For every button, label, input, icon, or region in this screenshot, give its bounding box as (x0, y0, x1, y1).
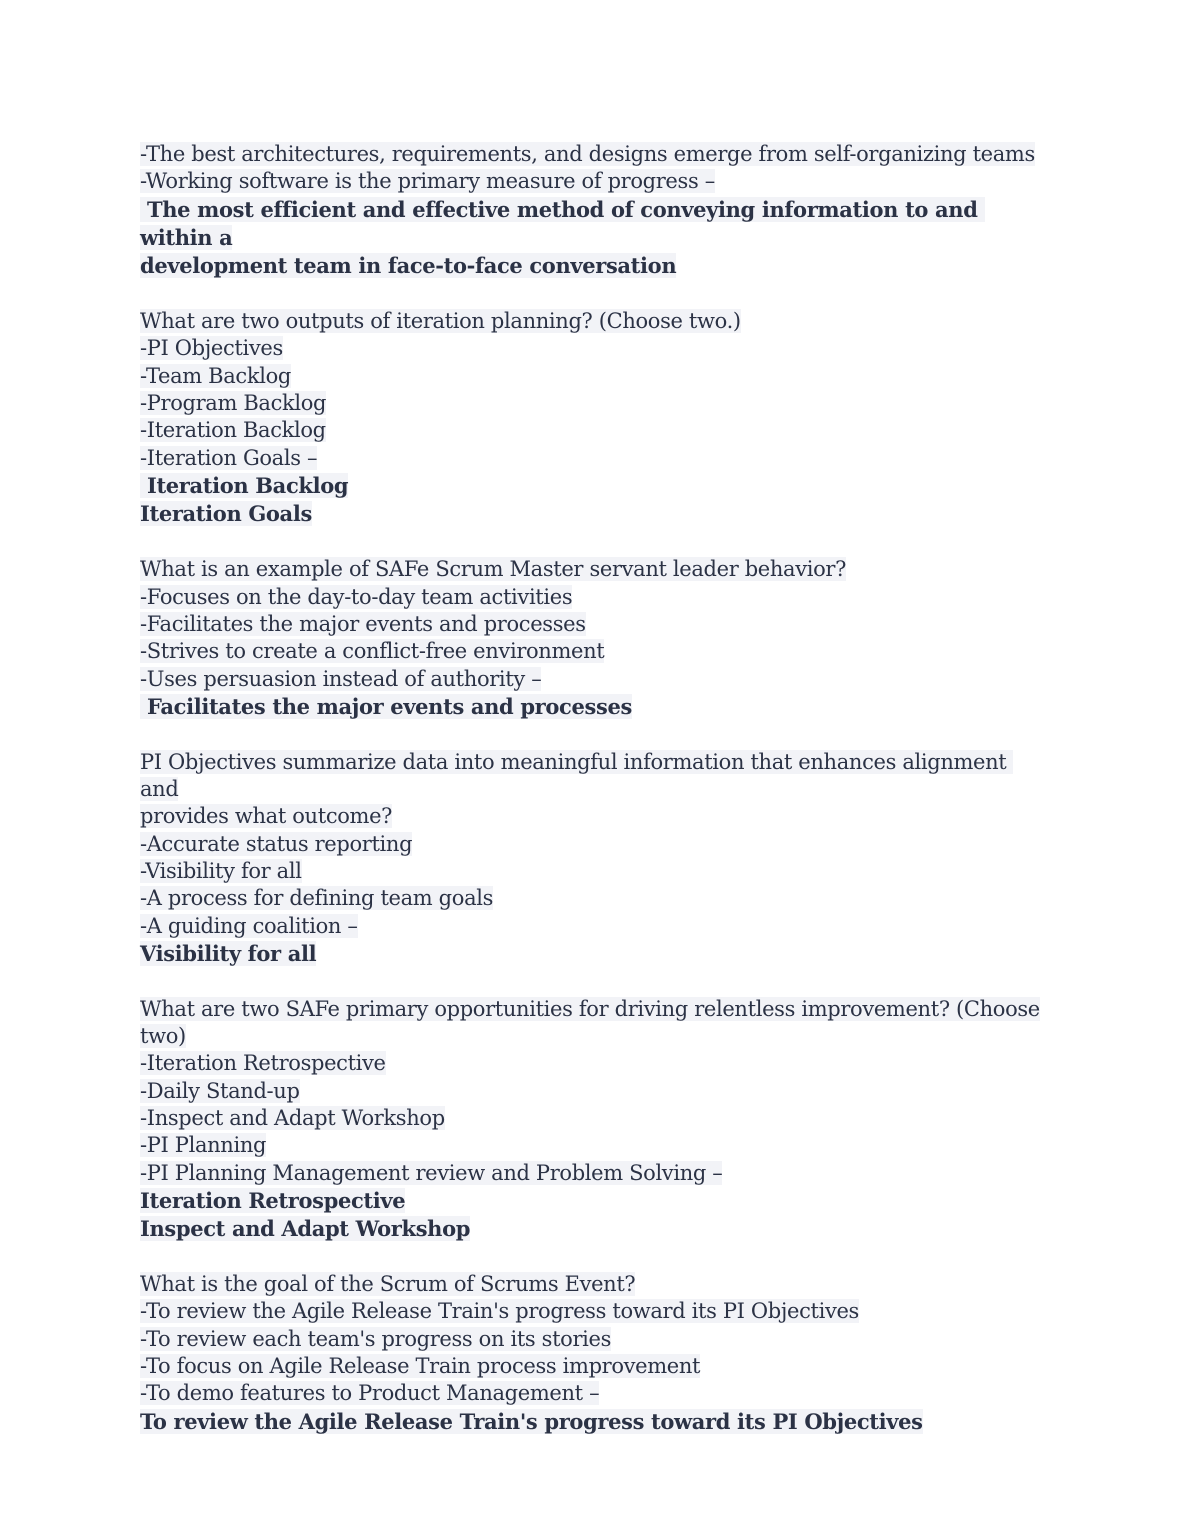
question-text: provides what outcome? (140, 804, 393, 829)
question-block-1 (140, 308, 1040, 529)
question-block-2 (140, 556, 1040, 721)
intro-line: -The best architectures, requirements, and designs emerge from self-organizing teams (140, 142, 1035, 166)
answer-option: -PI Planning Management review and Problem Solving – (140, 1160, 723, 1185)
answer-option: -Focuses on the day-to-day team activities (140, 584, 573, 609)
question-text: What are two outputs of iteration planning? (Choose two.) (140, 309, 741, 334)
answer-option: -A guiding coalition – (140, 913, 358, 938)
answer-option: -Strives to create a conflict-free environment (140, 639, 605, 664)
intro-answer: The most efficient and effective method of conveying information to and within a (140, 196, 985, 251)
correct-answer: Iteration Backlog (140, 473, 349, 499)
correct-answer: Iteration Retrospective (140, 1188, 406, 1214)
answer-option: -PI Planning (140, 1133, 267, 1158)
answer-option: -Uses persuasion instead of authority – (140, 666, 542, 691)
answer-option: -To demo features to Product Management – (140, 1381, 600, 1406)
question-text: What is the goal of the Scrum of Scrums Event? (140, 1272, 636, 1297)
spacer (140, 1244, 1040, 1271)
question-block-5 (140, 1271, 1040, 1436)
question-block-4 (140, 996, 1040, 1244)
answer-option: -Inspect and Adapt Workshop (140, 1106, 445, 1131)
spacer (140, 281, 1040, 308)
answer-option: -To review each team's progress on its stories (140, 1326, 612, 1351)
answer-option: -To focus on Agile Release Train process improvement (140, 1354, 701, 1379)
correct-answer: Iteration Goals (140, 501, 312, 527)
intro-line: -Working software is the primary measure of progress – (140, 169, 715, 194)
correct-answer: Facilitates the major events and processes (140, 693, 632, 719)
spacer (140, 529, 1040, 556)
answer-option: -Program Backlog (140, 391, 327, 416)
correct-answer: Inspect and Adapt Workshop (140, 1216, 471, 1242)
question-text: two) (140, 1024, 186, 1048)
answer-option: -Iteration Retrospective (140, 1051, 386, 1076)
correct-answer: Visibility for all (140, 940, 317, 966)
correct-answer: To review the Agile Release Train's progress toward its PI Objectives (140, 1408, 923, 1434)
answer-option: -Iteration Backlog (140, 418, 326, 443)
spacer (140, 968, 1040, 995)
answer-option: -Iteration Goals – (140, 445, 318, 470)
question-text: What are two SAFe primary opportunities for driving relentless improvement? (Choose (140, 996, 1040, 1021)
question-text: PI Objectives summarize data into meaningful information that enhances alignment and (140, 749, 1013, 801)
intro-block (140, 141, 1040, 281)
answer-option: -To review the Agile Release Train's progress toward its PI Objectives (140, 1299, 859, 1324)
answer-option: -Daily Stand-up (140, 1078, 300, 1103)
document-page (140, 141, 1040, 1436)
answer-option: -Team Backlog (140, 363, 291, 388)
question-block-3 (140, 749, 1040, 969)
spacer (140, 721, 1040, 748)
intro-answer: development team in face-to-face conversation (140, 253, 677, 279)
answer-option: -Accurate status reporting (140, 831, 413, 856)
question-text: What is an example of SAFe Scrum Master servant leader behavior? (140, 557, 846, 582)
answer-option: -A process for defining team goals (140, 886, 494, 911)
answer-option: -Visibility for all (140, 858, 302, 883)
answer-option: -PI Objectives (140, 336, 283, 361)
answer-option: -Facilitates the major events and processes (140, 611, 586, 636)
